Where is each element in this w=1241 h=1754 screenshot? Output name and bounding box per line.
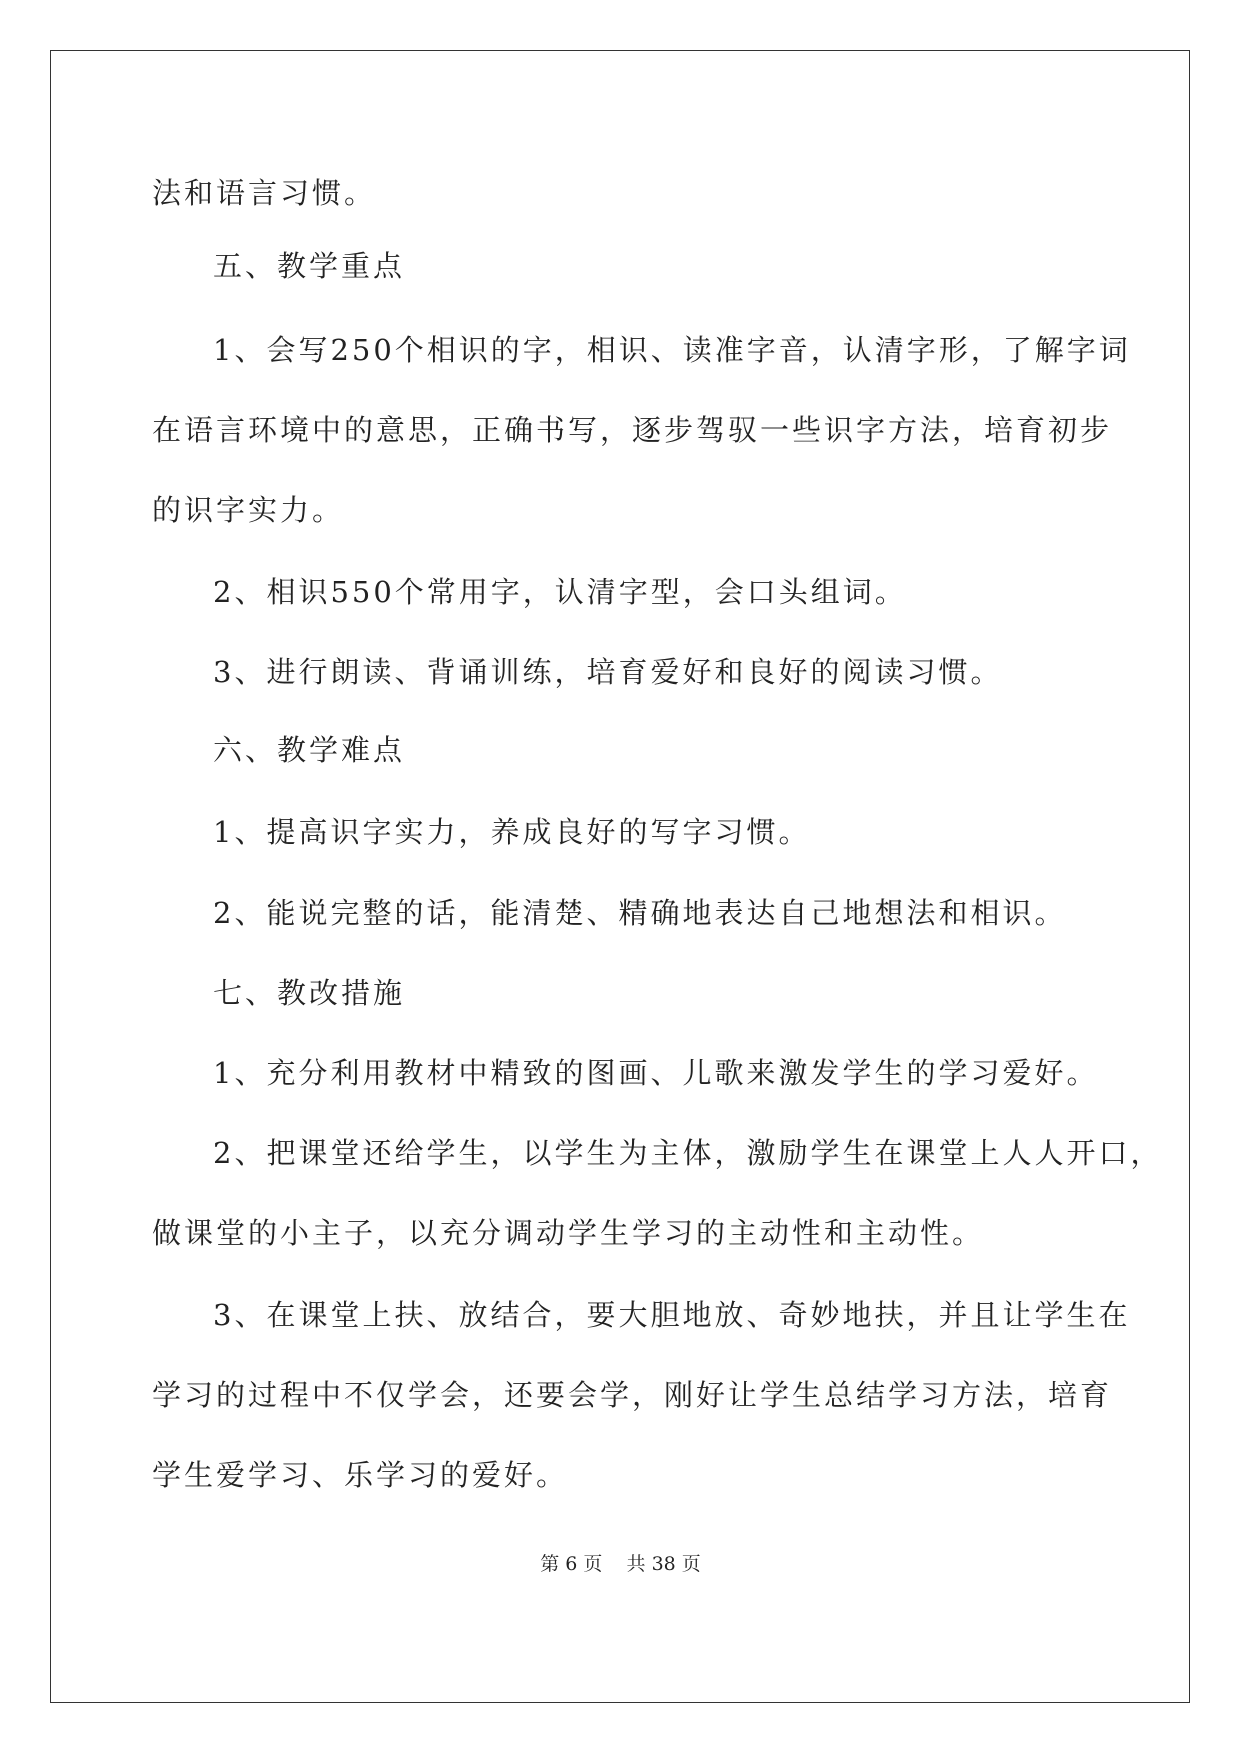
- paragraph-line: 2、相识550个常用字，认清字型，会口头组词。: [213, 575, 907, 609]
- paragraph-line: 1、提高识字实力，养成良好的写字习惯。: [213, 815, 811, 849]
- paragraph-line: 3、在课堂上扶、放结合，要大胆地放、奇妙地扶，并且让学生在: [213, 1298, 1131, 1332]
- section-heading: 七、教改措施: [213, 976, 406, 1010]
- section-heading: 五、教学重点: [213, 249, 406, 283]
- paragraph-line: 做课堂的小主子，以充分调动学生学习的主动性和主动性。: [152, 1216, 985, 1250]
- paragraph-line: 2、把课堂还给学生，以学生为主体，激励学生在课堂上人人开口，: [213, 1136, 1163, 1170]
- paragraph-line: 在语言环境中的意思，正确书写，逐步驾驭一些识字方法，培育初步: [152, 413, 1113, 447]
- paragraph-line: 3、进行朗读、背诵训练，培育爱好和良好的阅读习惯。: [213, 655, 1003, 689]
- paragraph-line: 2、能说完整的话，能清楚、精确地表达自己地想法和相识。: [213, 896, 1067, 930]
- paragraph-line: 法和语言习惯。: [152, 176, 377, 210]
- paragraph-line: 1、充分利用教材中精致的图画、儿歌来激发学生的学习爱好。: [213, 1056, 1099, 1090]
- paragraph-line: 学生爱学习、乐学习的爱好。: [152, 1458, 569, 1492]
- paragraph-line: 的识字实力。: [152, 493, 345, 527]
- page-number-footer: 第 6 页 共 38 页: [540, 1553, 701, 1575]
- section-heading: 六、教学难点: [213, 733, 406, 767]
- paragraph-line: 1、会写250个相识的字，相识、读准字音，认清字形，了解字词: [213, 333, 1131, 367]
- paragraph-line: 学习的过程中不仅学会，还要会学，刚好让学生总结学习方法，培育: [152, 1378, 1113, 1412]
